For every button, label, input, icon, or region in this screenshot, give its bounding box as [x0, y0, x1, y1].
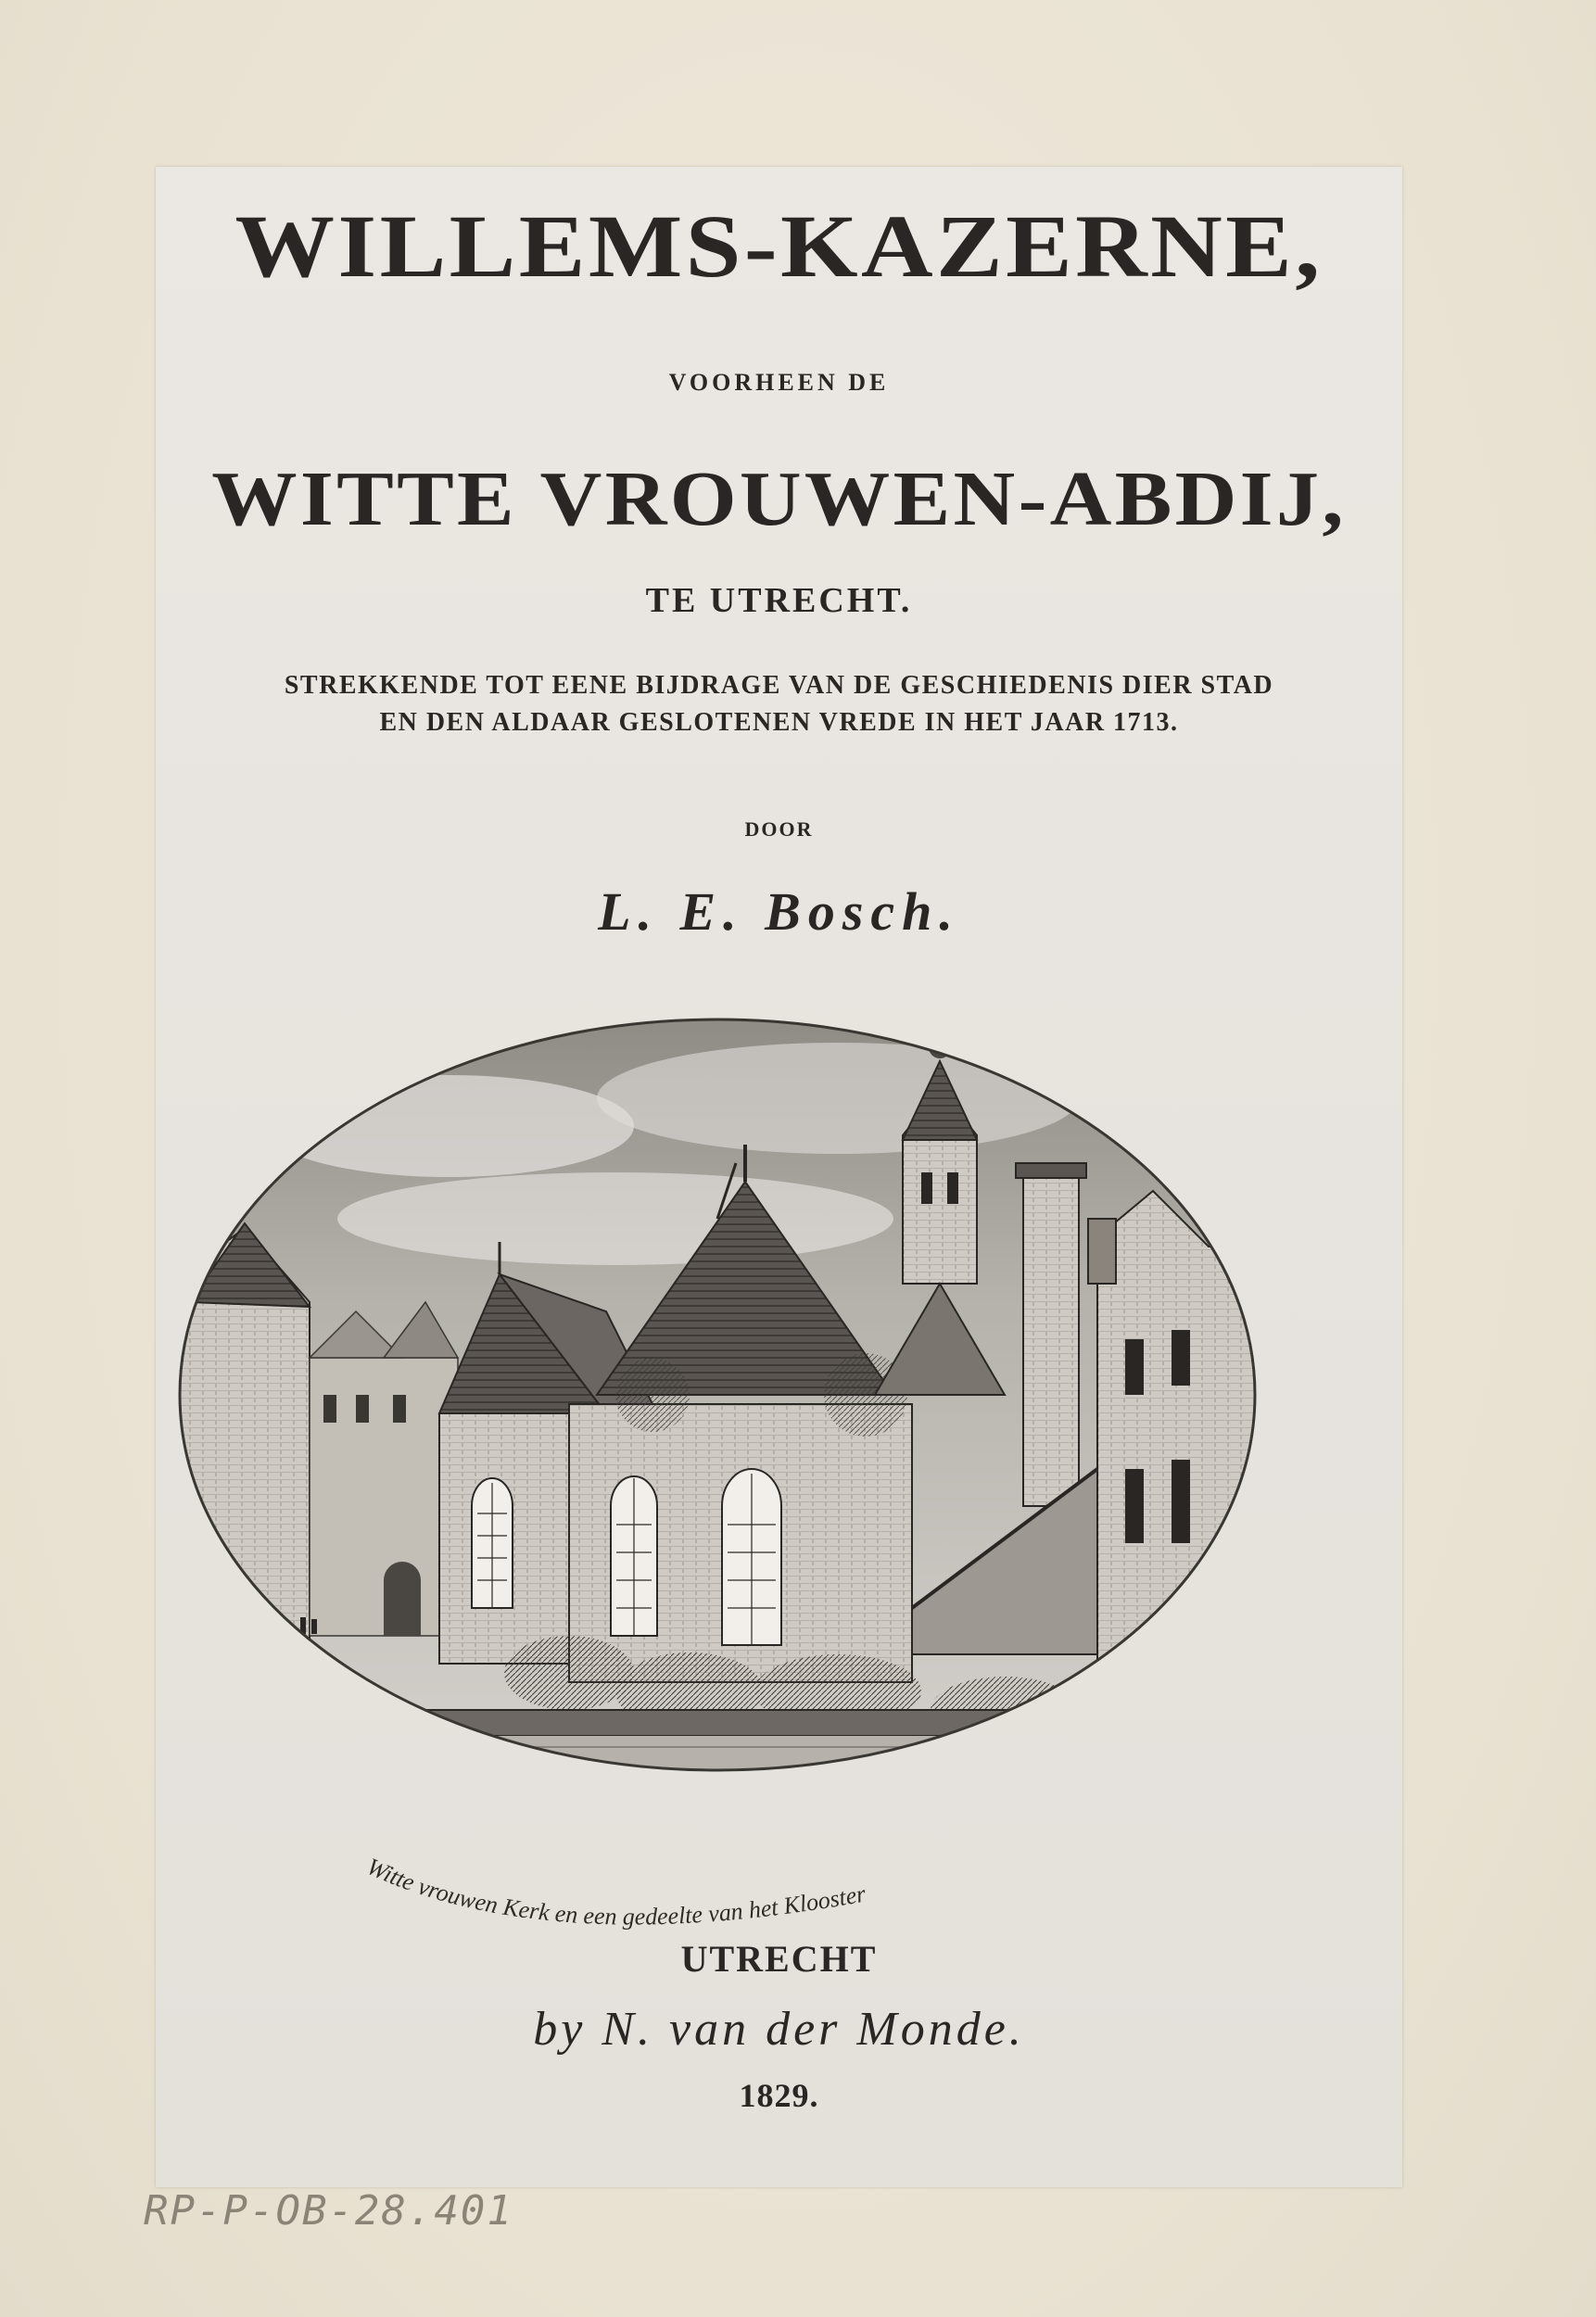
main-title-line2: WITTE VROUWEN-ABDIJ, [211, 456, 1347, 542]
imprint-publisher: by N. van der Monde. [533, 2003, 1025, 2056]
engraving-scene [171, 1006, 1269, 1884]
author-name: L. E. Bosch. [598, 881, 960, 942]
illustration-caption-text: Witte vrouwen Kerk en een gedeelte van het Klooster [362, 1853, 868, 1931]
imprint-year: 1829. [739, 2077, 819, 2114]
description-line2: EN DEN ALDAAR GESLOTENEN VREDE IN HET JAAR 1713. [379, 708, 1179, 737]
description [156, 667, 1402, 741]
inventory-number: RP-P-OB-28.401 [144, 2187, 513, 2235]
by-label: DOOR [744, 817, 814, 841]
canal [171, 1710, 1269, 1884]
chimney [1016, 1163, 1086, 1506]
subtitle-voorheen: VOORHEEN DE [668, 369, 890, 396]
subtitle-place: TE UTRECHT. [645, 581, 913, 620]
main-title-line1: WILLEMS-KAZERNE, [234, 196, 1324, 296]
background-houses [310, 1302, 458, 1636]
illustration-caption [362, 1853, 868, 1930]
title-page-sheet [156, 167, 1402, 2187]
imprint-city: UTRECHT [680, 1938, 878, 1980]
left-tower [171, 1223, 310, 1654]
description-line1: STREKKENDE TOT EENE BIJDRAGE VAN DE GESCHIEDENIS DIER STAD [284, 671, 1274, 700]
